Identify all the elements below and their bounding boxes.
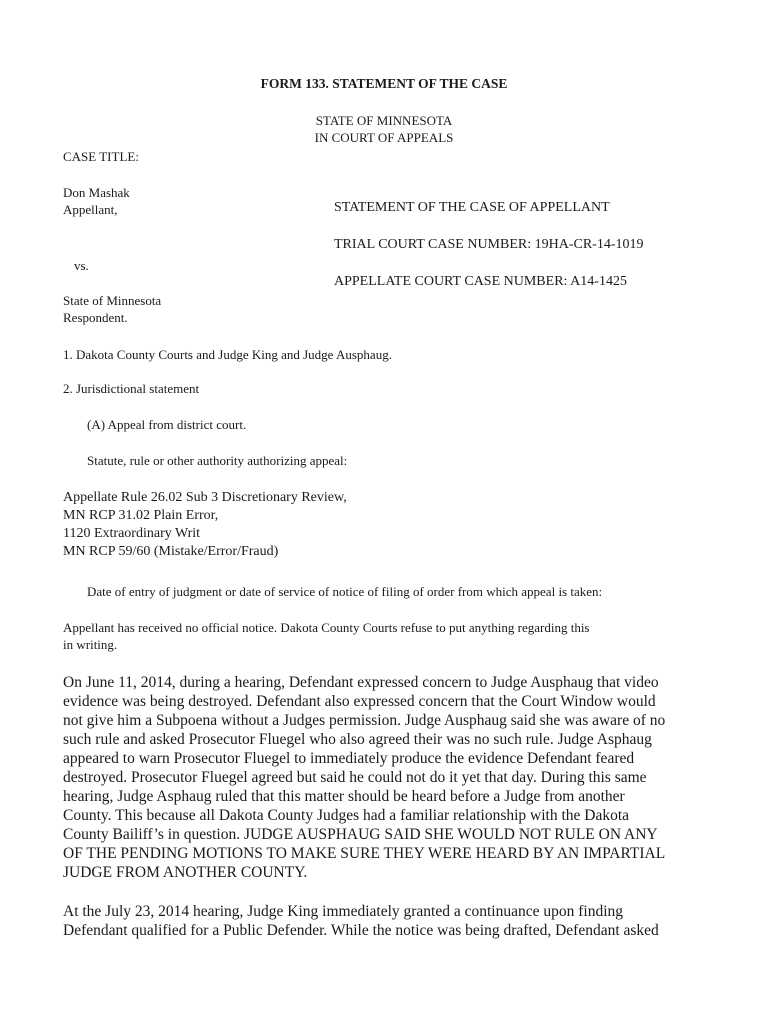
paragraph-text: County Bailiff’s in question. [63,826,241,843]
statement-heading: STATEMENT OF THE CASE OF APPELLANT [334,200,610,215]
court-name: IN COURT OF APPEALS [314,130,454,145]
appellate-case-value: A14-1425 [570,274,627,289]
paragraph-line [63,825,658,844]
respondent-role: Respondent. [63,310,128,325]
paragraph-line: On June 11, 2014, during a hearing, Defendant expressed concern to Judge Ausphaug that video [63,674,659,691]
appellate-case-label: APPELLATE COURT CASE NUMBER: [334,274,568,289]
paragraph-caps-text: JUDGE AUSPHAUG SAID SHE WOULD NOT RULE ON ANY [243,826,658,843]
authority-line: Appellate Rule 26.02 Sub 3 Discretionary Review, [63,490,347,505]
item-2a: (A) Appeal from district court. [87,417,247,432]
item-1: 1. Dakota County Courts and Judge King and Judge Ausphaug. [63,347,392,362]
paragraph-line: Defendant qualified for a Public Defender. While the notice was being drafted, Defendant asked [63,922,659,939]
trial-case-number [334,236,644,254]
paragraph-line: evidence was being destroyed. Defendant also expressed concern that the Court Window would [63,693,656,710]
paragraph-line: At the July 23, 2014 hearing, Judge King immediately granted a continuance upon finding [63,903,624,920]
paragraph-line: destroyed. Prosecutor Fluegel agreed but said he could not do it yet that day. During this same [63,769,647,786]
paragraph-caps-line: JUDGE FROM ANOTHER COUNTY. [63,864,308,881]
paragraph-caps-line: OF THE PENDING MOTIONS TO MAKE SURE THEY WERE HEARD BY AN IMPARTIAL [63,845,666,862]
appellant-role: Appellant, [63,202,118,217]
paragraph-line: appeared to warn Prosecutor Fluegel to immediately produce the evidence Defendant feared [63,750,635,767]
authority-prompt: Statute, rule or other authority authorizing appeal: [87,453,348,468]
trial-case-value: 19HA-CR-14-1019 [534,237,644,252]
item-2: 2. Jurisdictional statement [63,381,200,396]
paragraph-line: County. This because all Dakota County Judges had a familiar relationship with the Dakota [63,807,630,824]
form-title: FORM 133. STATEMENT OF THE CASE [260,76,508,91]
trial-case-label: TRIAL COURT CASE NUMBER: [334,237,532,252]
authority-line: 1120 Extraordinary Writ [63,526,201,541]
paragraph-line: such rule and asked Prosecutor Fluegel who also agreed their was no such rule. Judge Asphaug [63,731,652,748]
authority-line: MN RCP 31.02 Plain Error, [63,508,219,523]
paragraph-line: hearing, Judge Asphaug ruled that this matter should be heard before a Judge from another [63,788,625,805]
respondent-name: State of Minnesota [63,293,162,308]
versus: vs. [74,258,89,273]
date-prompt: Date of entry of judgment or date of service of notice of filing of order from which appeal is taken: [87,584,603,599]
notice-line: Appellant has received no official notice. Dakota County Courts refuse to put anything regarding this [63,620,590,635]
case-title-label: CASE TITLE: [63,149,139,164]
court-state: STATE OF MINNESOTA [315,113,453,128]
appellant-name: Don Mashak [63,185,130,200]
notice-line: in writing. [63,637,118,652]
authority-line: MN RCP 59/60 (Mistake/Error/Fraud) [63,544,279,559]
paragraph-line: not give him a Subpoena without a Judges permission. Judge Ausphaug said she was aware of no [63,712,666,729]
appellate-case-number [334,273,627,291]
